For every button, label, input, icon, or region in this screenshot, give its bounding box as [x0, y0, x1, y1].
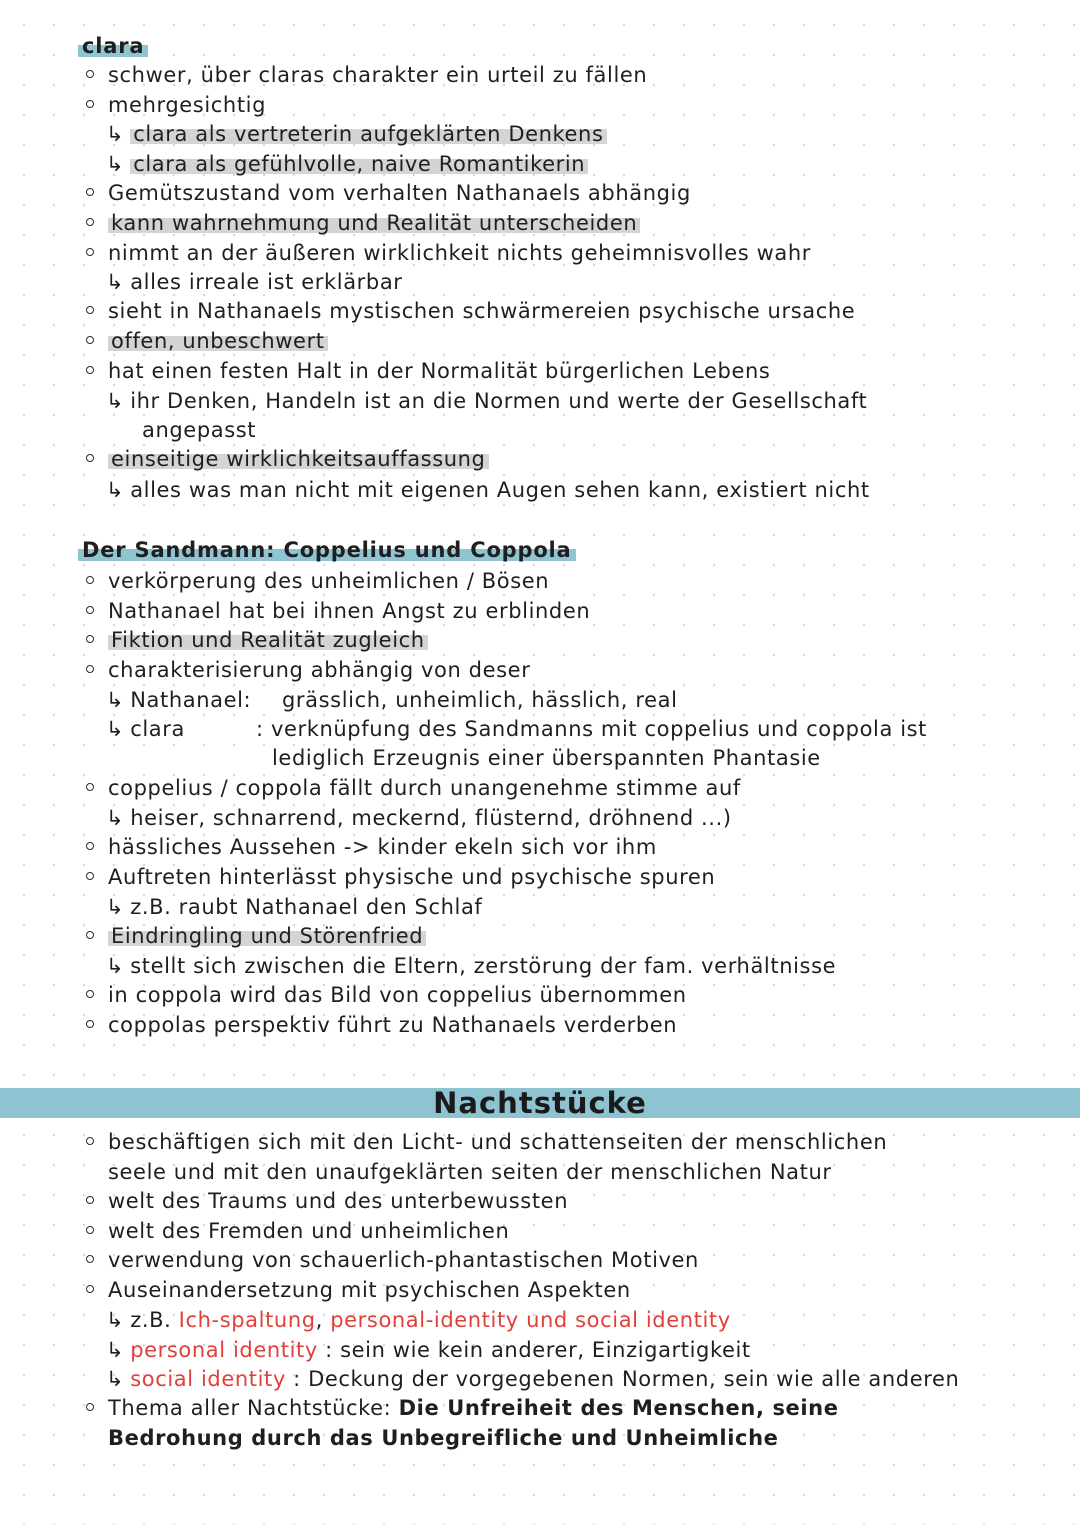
bullet-dot-icon — [86, 1285, 94, 1293]
arrow-right-icon: ↳ — [106, 1338, 125, 1362]
note-line: welt des Fremden und unheimlichen — [108, 1219, 510, 1243]
bullet-dot-icon — [86, 454, 94, 462]
bullet-dot-icon — [86, 606, 94, 614]
arrow-right-icon: ↳ — [106, 478, 125, 502]
note-line: offen, unbeschwert — [108, 327, 328, 355]
term-ich-spaltung: Ich-spaltung — [178, 1308, 316, 1332]
arrow-right-icon: ↳ — [106, 152, 125, 176]
note-subline: ↳ ihr Denken, Handeln ist an die Normen und werte der Gesellschaft — [106, 389, 868, 413]
bullet-dot-icon — [86, 1020, 94, 1028]
note-subline: ↳ Nathanael: — [106, 688, 252, 712]
note-line: in coppola wird das Bild von coppelius übernommen — [108, 983, 687, 1007]
bullet-dot-icon — [86, 931, 94, 939]
note-subline: ↳ clara als gefühlvolle, naive Romantikerin — [106, 150, 588, 178]
bullet-dot-icon — [86, 70, 94, 78]
note-line: Auseinandersetzung mit psychischen Aspekten — [108, 1278, 631, 1302]
section-title-sandmann: Der Sandmann: Coppelius und Coppola — [78, 536, 576, 564]
note-line: Fiktion und Realität zugleich — [108, 626, 428, 654]
bullet-dot-icon — [86, 783, 94, 791]
note-subline: ↳ alles was man nicht mit eigenen Augen sehen kann, existiert nicht — [106, 478, 870, 502]
section-title-nachtstuecke: Nachtstücke — [433, 1086, 647, 1120]
note-line: Eindringling und Störenfried — [108, 922, 426, 950]
note-subline-detail: : verknüpfung des Sandmanns mit coppelius und coppola ist — [256, 717, 928, 741]
bullet-dot-icon — [86, 1196, 94, 1204]
note-line: beschäftigen sich mit den Licht- und schattenseiten der menschlichen — [108, 1130, 888, 1154]
arrow-right-icon: ↳ — [106, 1308, 125, 1332]
note-subline: ↳ z.B. raubt Nathanael den Schlaf — [106, 895, 483, 919]
note-line: Nathanael hat bei ihnen Angst zu erblinden — [108, 599, 591, 623]
arrow-right-icon: ↳ — [106, 717, 125, 741]
note-subline: ↳ alles irreale ist erklärbar — [106, 270, 403, 294]
note-line: kann wahrnehmung und Realität unterscheiden — [108, 209, 640, 237]
note-line: coppelius / coppola fällt durch unangenehme stimme auf — [108, 776, 741, 800]
note-line: Thema aller Nachtstücke: Die Unfreiheit des Menschen, seine — [108, 1396, 839, 1420]
note-subline: ↳ z.B. Ich-spaltung, personal-identity und social identity — [106, 1308, 731, 1332]
note-subline-continued: lediglich Erzeugnis einer überspannten Phantasie — [272, 746, 821, 770]
note-line: einseitige wirklichkeitsauffassung — [108, 445, 489, 473]
bullet-dot-icon — [86, 366, 94, 374]
bullet-dot-icon — [86, 1137, 94, 1145]
bullet-dot-icon — [86, 336, 94, 344]
bullet-dot-icon — [86, 665, 94, 673]
arrow-right-icon: ↳ — [106, 895, 125, 919]
note-line: Auftreten hinterlässt physische und psychische spuren — [108, 865, 716, 889]
note-subline: ↳ clara — [106, 717, 185, 741]
note-subline-detail: grässlich, unheimlich, hässlich, real — [282, 688, 678, 712]
bullet-dot-icon — [86, 990, 94, 998]
bullet-dot-icon — [86, 100, 94, 108]
note-line: sieht in Nathanaels mystischen schwärmereien psychische ursache — [108, 299, 856, 323]
bullet-dot-icon — [86, 1226, 94, 1234]
note-line: Gemütszustand vom verhalten Nathanaels abhängig — [108, 181, 691, 205]
bullet-dot-icon — [86, 306, 94, 314]
bullet-dot-icon — [86, 1255, 94, 1263]
arrow-right-icon: ↳ — [106, 1367, 125, 1391]
note-line: mehrgesichtig — [108, 93, 267, 117]
bullet-dot-icon — [86, 248, 94, 256]
arrow-right-icon: ↳ — [106, 270, 125, 294]
arrow-right-icon: ↳ — [106, 806, 125, 830]
note-line: verwendung von schauerlich-phantastischen Motiven — [108, 1248, 699, 1272]
note-line-continued: seele und mit den unaufgeklärten seiten der menschlichen Natur — [108, 1160, 832, 1184]
note-subline: ↳ stellt sich zwischen die Eltern, zerstörung der fam. verhältnisse — [106, 954, 837, 978]
note-line: charakterisierung abhängig von deser — [108, 658, 531, 682]
note-line: welt des Traums und des unterbewussten — [108, 1189, 569, 1213]
arrow-right-icon: ↳ — [106, 954, 125, 978]
bullet-dot-icon — [86, 576, 94, 584]
note-line-continued: Bedrohung durch das Unbegreifliche und Unheimliche — [108, 1426, 779, 1450]
note-subline: ↳ heiser, schnarrend, meckernd, flüsternd, dröhnend ...) — [106, 806, 732, 830]
bullet-dot-icon — [86, 872, 94, 880]
note-subline: ↳ clara als vertreterin aufgeklärten Denkens — [106, 120, 607, 148]
arrow-right-icon: ↳ — [106, 122, 125, 146]
arrow-right-icon: ↳ — [106, 389, 125, 413]
arrow-right-icon: ↳ — [106, 688, 125, 712]
bullet-dot-icon — [86, 188, 94, 196]
bullet-dot-icon — [86, 1403, 94, 1411]
note-line: coppolas perspektiv führt zu Nathanaels verderben — [108, 1013, 678, 1037]
note-line: nimmt an der äußeren wirklichkeit nichts geheimnisvolles wahr — [108, 241, 811, 265]
note-line: schwer, über claras charakter ein urteil zu fällen — [108, 63, 648, 87]
term-personal-identity: personal-identity — [330, 1308, 519, 1332]
section-title-clara: clara — [78, 32, 148, 60]
term-social-identity: social identity — [575, 1308, 731, 1332]
note-subline: ↳ personal identity : sein wie kein anderer, Einzigartigkeit — [106, 1338, 751, 1362]
bullet-dot-icon — [86, 218, 94, 226]
note-line: hat einen festen Halt in der Normalität bürgerlichen Lebens — [108, 359, 771, 383]
bullet-dot-icon — [86, 635, 94, 643]
note-line: verkörperung des unheimlichen / Bösen — [108, 569, 550, 593]
bullet-dot-icon — [86, 842, 94, 850]
note-line: hässliches Aussehen -> kinder ekeln sich vor ihm — [108, 835, 657, 859]
note-subline-continued: angepasst — [142, 418, 257, 442]
note-subline: ↳ social identity : Deckung der vorgegebenen Normen, sein wie alle anderen — [106, 1367, 960, 1391]
